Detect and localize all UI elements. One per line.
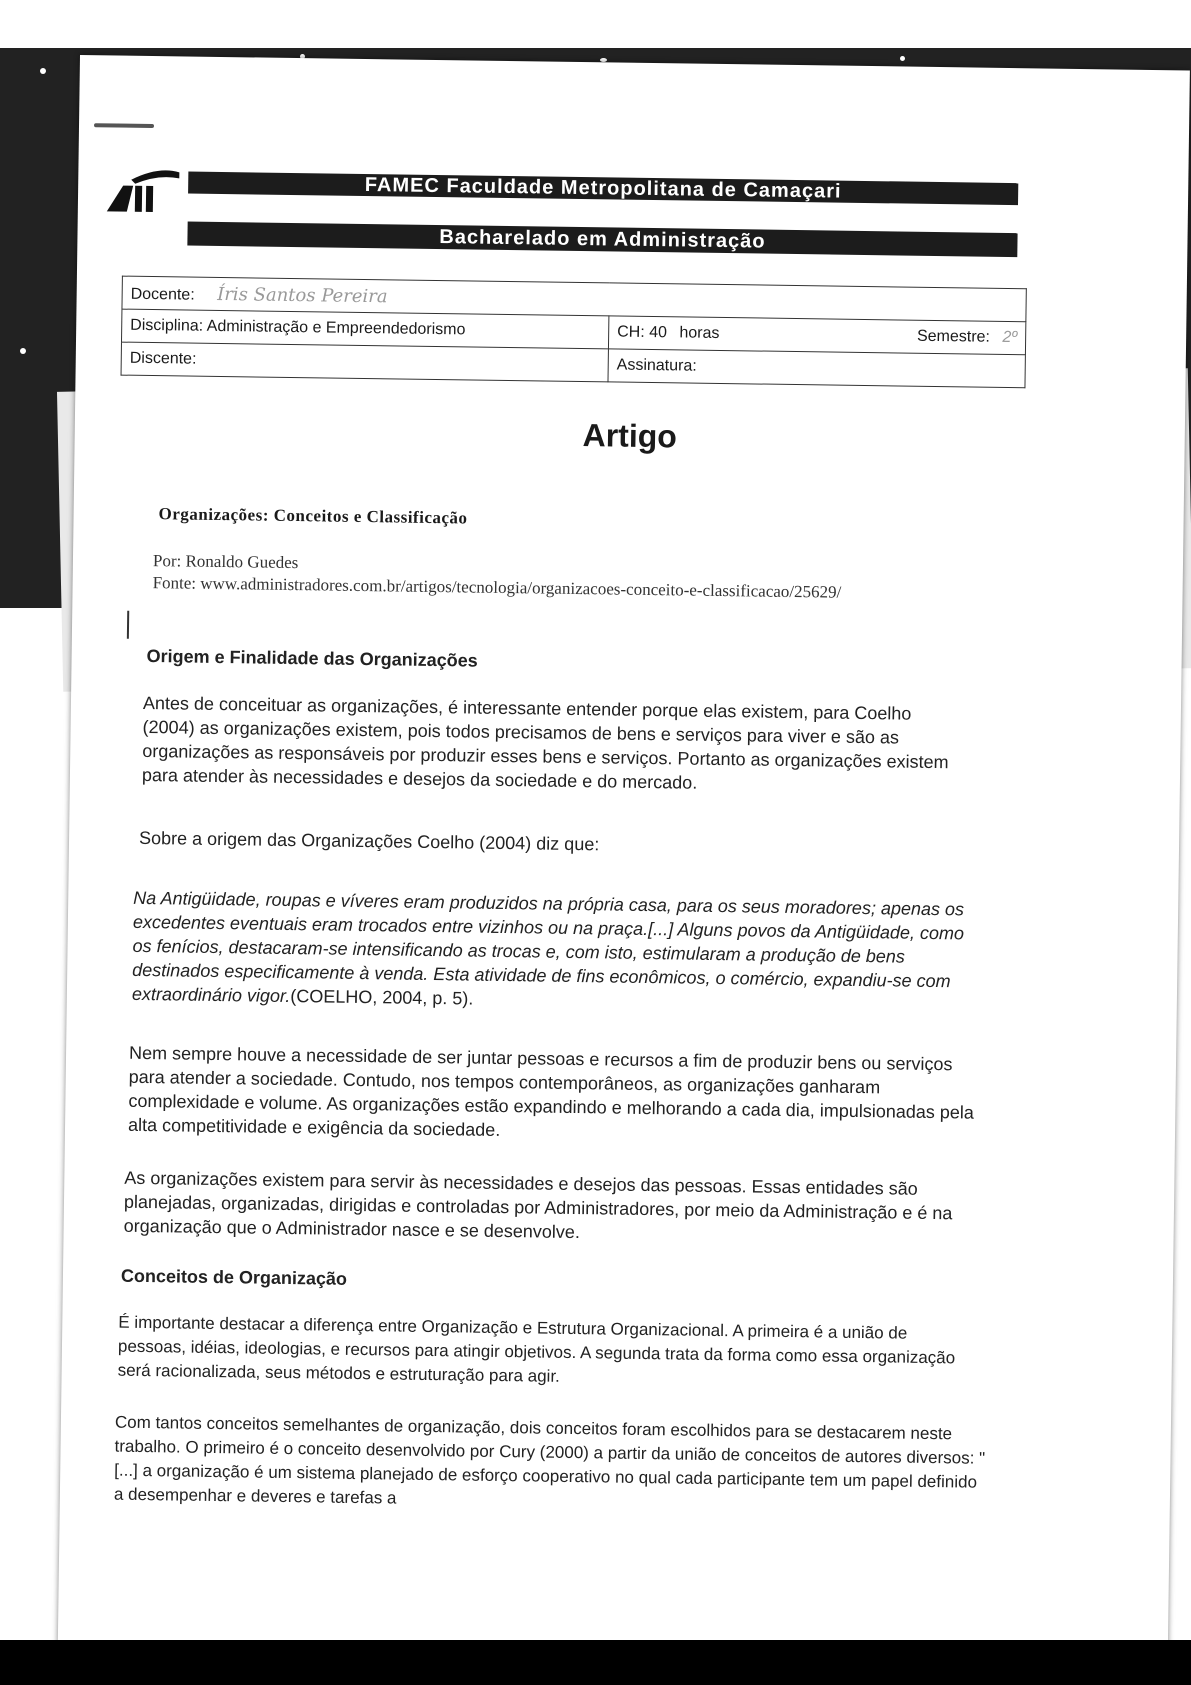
- paragraph-3: Nem sempre houve a necessidade de ser juntar pessoas e recursos a fim de produzir bens ou serviços para atender a sociedade. Contudo, nos tempos contemporâneos, as organizações ganharam complexidade e volume. As organizações estão expandindo e melhorando a cada dia, impulsionadas pela alta competitividade e exigência da sociedade.: [127, 1042, 975, 1140]
- docente-label: Docente:: [130, 285, 195, 304]
- author-line: Por: Ronaldo Guedes: [152, 551, 299, 573]
- docente-value: Íris Santos Pereira: [217, 283, 388, 307]
- bottom-margin: [0, 1640, 1191, 1685]
- document-page: [58, 55, 1190, 1660]
- paragraph-1: Antes de conceituar as organizações, é interessante entender porque elas existem, para Coelho (2004) as organizações existem, pois todos precisamos de bens e serviços para viver e são as organizações as responsáveis por produzir esses bens e serviços. Portanto as organizações existem para atender às necessidades e desejos da sociedade e do mercado.: [141, 692, 949, 793]
- page-title: Artigo: [582, 417, 678, 455]
- famec-logo-icon: [103, 163, 182, 224]
- discente-label: Discente:: [129, 349, 197, 368]
- quote-text: Na Antigüidade, roupas e víveres eram produzidos na própria casa, para os seus moradores; apenas os excedentes eventuais eram trocados entre vizinhos ou na praça.[...] Alguns povos da Antigüidade, como os fenícios, destacaram-se intensificando as trocas e, com isto, estimularam a produção de bens destinados especificamente à venda. Esta atividade de fins econômicos, o comércio, expandiu-se com extraordinário vigor.: [131, 887, 965, 1007]
- section-origem-title: Origem e Finalidade das Organizações: [146, 645, 478, 671]
- top-margin: [0, 0, 1191, 48]
- disciplina-value: Administração e Empreendedorismo: [206, 317, 466, 339]
- assinatura-cell[interactable]: [608, 349, 1025, 388]
- article-title: Organizações: Conceitos e Classificação: [158, 504, 468, 528]
- section-conceitos-title: Conceitos de Organização: [120, 1265, 348, 1289]
- course-info-table: [121, 276, 1027, 389]
- article-byline: [152, 550, 953, 605]
- institution-banner: [188, 172, 1018, 206]
- quote-block: [132, 886, 974, 1018]
- course-banner: [187, 222, 1017, 258]
- institution-name: FAMEC Faculdade Metropolitana de Camaçari: [364, 173, 842, 203]
- semestre-value: 2º: [1002, 328, 1018, 347]
- pen-mark: [94, 123, 154, 128]
- ch-unit: horas: [679, 324, 720, 342]
- semestre-label: Semestre:: [916, 327, 991, 346]
- assinatura-label: Assinatura:: [616, 356, 697, 375]
- paragraph-5: É importante destacar a diferença entre Organização e Estrutura Organizacional. A primeira é a união de pessoas, idéias, ideologias, e recursos para atingir objetivos. A segunda trata da forma como essa organização será racionalizada, seus métodos e estruturação para agir.: [117, 1312, 956, 1386]
- disciplina-label: Disciplina:: [130, 316, 204, 335]
- course-name: Bacharelado em Administração: [439, 226, 766, 253]
- source-line: Fonte: www.administradores.com.br/artigos/tecnologia/organizacoes-conceito-e-classificacao/25629/: [152, 573, 842, 602]
- paragraph-6: Com tantos conceitos semelhantes de organização, dois conceitos foram escolhidos para se destacarem neste trabalho. O primeiro é o conceito desenvolvido por Cury (2000) a partir da união de conceitos de autores diversos: "[...] a organização é um sistema planejado de esforço cooperativo no qual cada participante tem um papel definido a desempenhar e deveres e tarefas a: [113, 1412, 986, 1508]
- margin-mark: [127, 611, 129, 639]
- paragraph-4: As organizações existem para servir às necessidades e desejos das pessoas. Essas entidades são planejadas, organizadas, dirigidas e controladas por Administradores, por meio da Administração e é na organização que o Administrador nasce e se desenvolve.: [123, 1167, 953, 1243]
- discente-cell[interactable]: [121, 342, 608, 382]
- quote-reference: (COELHO, 2004, p. 5).: [290, 986, 474, 1009]
- paragraph-2: Sobre a origem das Organizações Coelho (2004) diz que:: [138, 827, 600, 855]
- ch-label: CH: 40: [617, 323, 668, 342]
